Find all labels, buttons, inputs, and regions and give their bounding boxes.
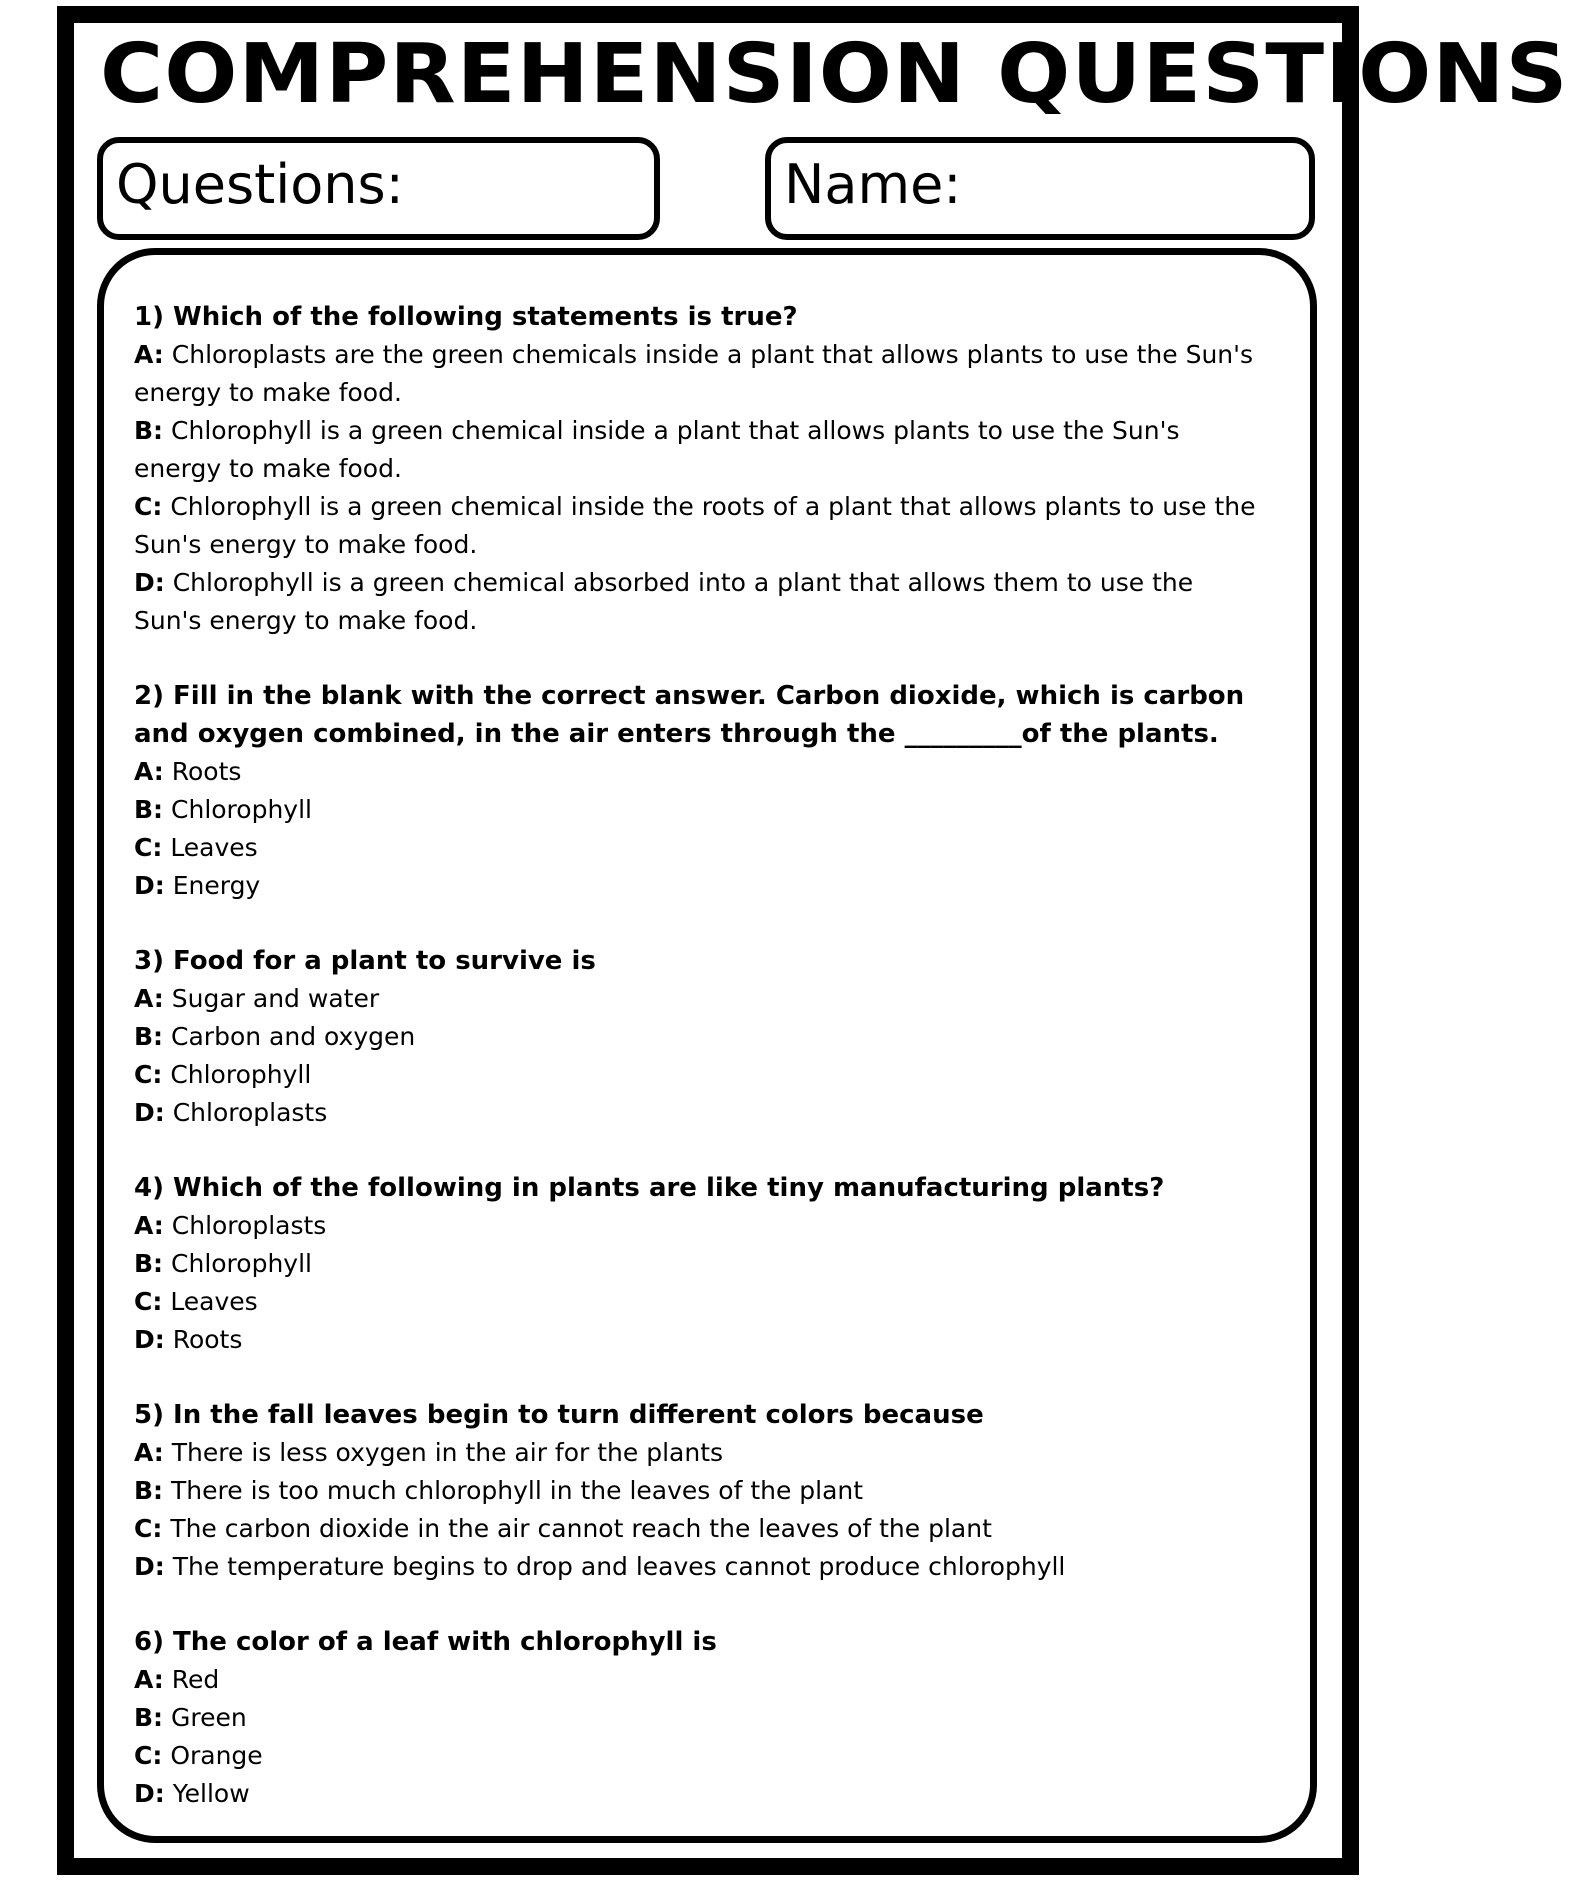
- question-number: 6): [134, 1627, 164, 1657]
- question-2: [134, 677, 1264, 905]
- answer-option: [134, 1737, 1264, 1775]
- answer-letter: C:: [134, 1741, 163, 1770]
- question-1: [134, 298, 1264, 640]
- question-stem: [134, 1623, 1264, 1661]
- question-number: 2): [134, 681, 164, 711]
- answer-text: Chlorophyll: [171, 1249, 312, 1278]
- answer-letter: C:: [134, 492, 163, 521]
- answer-text: Chloroplasts: [171, 1211, 327, 1240]
- answer-letter: C:: [134, 1060, 163, 1089]
- question-text: Which of the following in plants are like tiny manufacturing plants?: [173, 1173, 1165, 1203]
- questions-field-label: Questions:: [116, 153, 404, 216]
- answer-letter: B:: [134, 1022, 164, 1051]
- answer-letter: D:: [134, 1552, 165, 1581]
- answer-text: Leaves: [170, 833, 258, 862]
- answer-option: [134, 1661, 1264, 1699]
- answer-option: [134, 791, 1264, 829]
- name-field[interactable]: [765, 137, 1315, 240]
- answer-option: [134, 753, 1264, 791]
- answer-option: [134, 412, 1264, 488]
- question-number: 1): [134, 302, 164, 332]
- answer-text: Chloroplasts: [172, 1098, 328, 1127]
- answer-text: Energy: [172, 871, 261, 900]
- answer-letter: A:: [134, 1211, 164, 1240]
- answer-text: There is too much chlorophyll in the leaves of the plant: [171, 1476, 864, 1505]
- question-stem: [134, 1396, 1264, 1434]
- answer-letter: C:: [134, 1514, 163, 1543]
- answer-text: Roots: [171, 757, 242, 786]
- questions-field[interactable]: [97, 137, 660, 240]
- answer-text: Chlorophyll: [171, 795, 312, 824]
- answer-letter: A:: [134, 340, 164, 369]
- answer-text: Orange: [170, 1741, 263, 1770]
- answer-option: [134, 1207, 1264, 1245]
- answer-letter: A:: [134, 1665, 164, 1694]
- question-3: [134, 942, 1264, 1132]
- answer-letter: B:: [134, 795, 164, 824]
- question-list: [134, 298, 1264, 1850]
- answer-text: The carbon dioxide in the air cannot reach the leaves of the plant: [170, 1514, 992, 1543]
- answer-option: [134, 1434, 1264, 1472]
- question-text: Fill in the blank with the correct answer. Carbon dioxide, which is carbon and oxygen combined, in the air enters through the _________of the plants.: [134, 681, 1245, 749]
- question-stem: [134, 1169, 1264, 1207]
- answer-letter: A:: [134, 984, 164, 1013]
- answer-text: Chlorophyll is a green chemical inside the roots of a plant that allows plants to use the Sun's energy to make food.: [134, 492, 1256, 559]
- answer-option: [134, 1321, 1264, 1359]
- answer-text: Red: [171, 1665, 220, 1694]
- answer-option: [134, 1699, 1264, 1737]
- answer-letter: D:: [134, 1098, 165, 1127]
- answer-option: [134, 829, 1264, 867]
- question-stem: [134, 298, 1264, 336]
- answer-option: [134, 867, 1264, 905]
- answer-option: [134, 336, 1264, 412]
- question-text: Food for a plant to survive is: [173, 946, 596, 976]
- answer-text: The temperature begins to drop and leaves cannot produce chlorophyll: [172, 1552, 1066, 1581]
- answer-letter: A:: [134, 757, 164, 786]
- answer-letter: B:: [134, 1249, 164, 1278]
- answer-text: Chloroplasts are the green chemicals inside a plant that allows plants to use the Sun's energy to make food.: [134, 340, 1254, 407]
- question-stem: [134, 942, 1264, 980]
- question-text: Which of the following statements is true?: [173, 302, 798, 332]
- question-text: The color of a leaf with chlorophyll is: [173, 1627, 717, 1657]
- question-6: [134, 1623, 1264, 1813]
- question-5: [134, 1396, 1264, 1586]
- answer-letter: D:: [134, 871, 165, 900]
- answer-option: [134, 1510, 1264, 1548]
- question-4: [134, 1169, 1264, 1359]
- answer-option: [134, 1283, 1264, 1321]
- answer-letter: D:: [134, 1779, 165, 1808]
- question-number: 5): [134, 1400, 164, 1430]
- answer-option: [134, 1775, 1264, 1813]
- answer-text: Roots: [172, 1325, 243, 1354]
- answer-option: [134, 488, 1264, 564]
- answer-letter: D:: [134, 1325, 165, 1354]
- answer-text: Yellow: [172, 1779, 250, 1808]
- question-text: In the fall leaves begin to turn different colors because: [173, 1400, 984, 1430]
- answer-text: Sugar and water: [171, 984, 380, 1013]
- answer-text: Carbon and oxygen: [171, 1022, 416, 1051]
- answer-letter: B:: [134, 1476, 164, 1505]
- answer-text: Leaves: [170, 1287, 258, 1316]
- answer-option: [134, 564, 1264, 640]
- answer-letter: D:: [134, 568, 165, 597]
- answer-option: [134, 1548, 1264, 1586]
- answer-option: [134, 1094, 1264, 1132]
- answer-letter: A:: [134, 1438, 164, 1467]
- question-stem: [134, 677, 1264, 753]
- answer-text: There is less oxygen in the air for the plants: [171, 1438, 724, 1467]
- answer-option: [134, 1018, 1264, 1056]
- answer-text: Chlorophyll is a green chemical inside a plant that allows plants to use the Sun's energy to make food.: [134, 416, 1180, 483]
- answer-letter: B:: [134, 416, 164, 445]
- question-number: 4): [134, 1173, 164, 1203]
- name-field-label: Name:: [784, 153, 962, 216]
- question-number: 3): [134, 946, 164, 976]
- answer-letter: C:: [134, 1287, 163, 1316]
- answer-option: [134, 1245, 1264, 1283]
- answer-option: [134, 1472, 1264, 1510]
- answer-letter: B:: [134, 1703, 164, 1732]
- answer-option: [134, 1056, 1264, 1094]
- answer-option: [134, 980, 1264, 1018]
- worksheet-title: COMPREHENSION QUESTIONS: [100, 27, 1569, 122]
- answer-text: Chlorophyll: [170, 1060, 312, 1089]
- answer-text: Green: [171, 1703, 247, 1732]
- answer-text: Chlorophyll is a green chemical absorbed into a plant that allows them to use the Sun's energy to make food.: [134, 568, 1194, 635]
- answer-letter: C:: [134, 833, 163, 862]
